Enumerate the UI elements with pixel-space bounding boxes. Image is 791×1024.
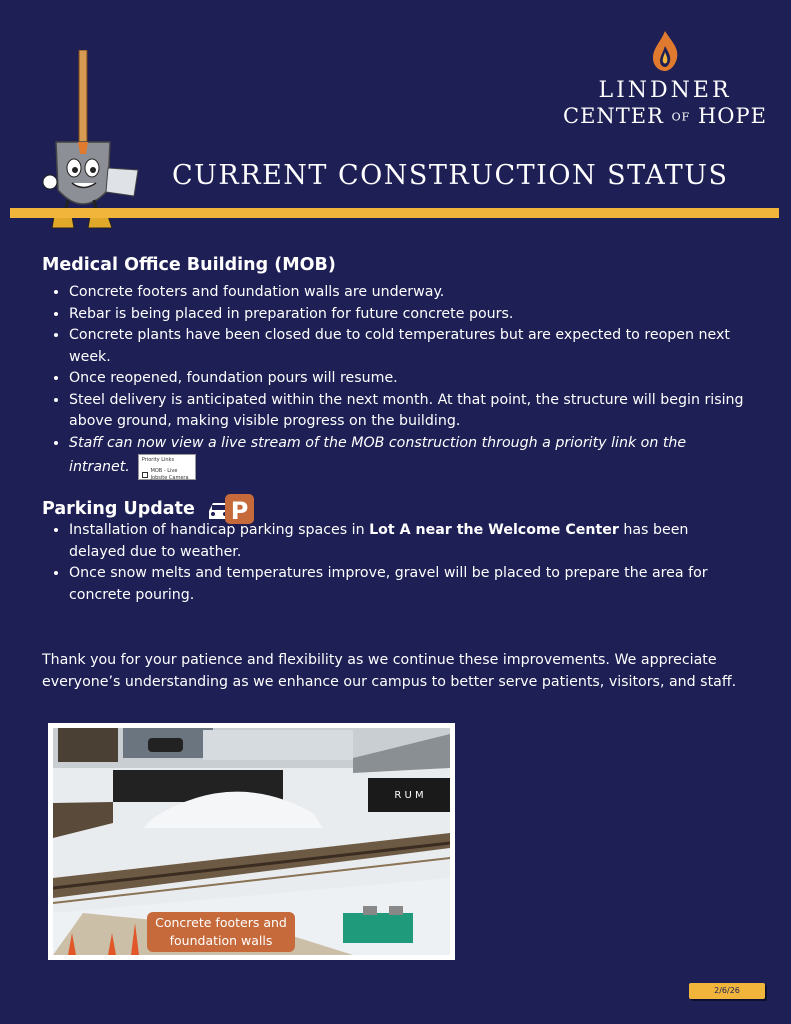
title-divider (10, 208, 779, 218)
parking-heading: Parking Update P (42, 493, 255, 525)
photo-caption: Concrete footers and foundation walls (147, 912, 295, 952)
logo-line-2: CENTER OF HOPE (563, 104, 767, 128)
list-item: • Concrete footers and foundation walls are underway. (69, 282, 749, 304)
svg-text:P: P (230, 497, 249, 525)
list-item: • Rebar is being placed in preparation for future concrete pours. (69, 304, 749, 326)
camera-icon (142, 472, 148, 478)
construction-photo-frame (48, 723, 455, 960)
lindner-logo (560, 30, 770, 130)
construction-photo (53, 728, 450, 955)
list-item-livestream: • Staff can now view a live stream of the MOB construction through a priority link on the intranet. Priority Links MOB - Live Jobsite Camera (69, 433, 749, 481)
logo-line-1: LINDNER (598, 78, 732, 103)
mob-heading: Medical Office Building (MOB) (42, 255, 336, 275)
thanks-paragraph: Thank you for your patience and flexibility as we continue these improvements. We appreciate everyone’s understanding as we enhance our campus to better serve patients, visitors, and staff. (42, 652, 737, 690)
page-title: CURRENT CONSTRUCTION STATUS (172, 160, 729, 191)
list-item: • Once snow melts and temperatures improve, gravel will be placed to prepare the area for concrete pouring. (69, 563, 749, 606)
list-item: • Steel delivery is anticipated within the next month. At that point, the structure will begin rising above ground, making visible progress on the building. (69, 390, 749, 433)
priority-links-thumbnail[interactable]: Priority Links MOB - Live Jobsite Camera (138, 454, 196, 480)
svg-text:R U M: R U M (394, 790, 424, 801)
list-item: • Once reopened, foundation pours will resume. (69, 368, 749, 390)
mob-list (42, 282, 749, 480)
date-badge: 2/6/26 (689, 983, 765, 999)
parking-list (42, 520, 749, 606)
flame-logo-icon (650, 30, 680, 72)
list-item: • Installation of handicap parking spaces in Lot A near the Welcome Center has been delayed due to weather. (69, 520, 749, 563)
list-item: • Concrete plants have been closed due to cold temperatures but are expected to reopen next week. (69, 325, 749, 368)
